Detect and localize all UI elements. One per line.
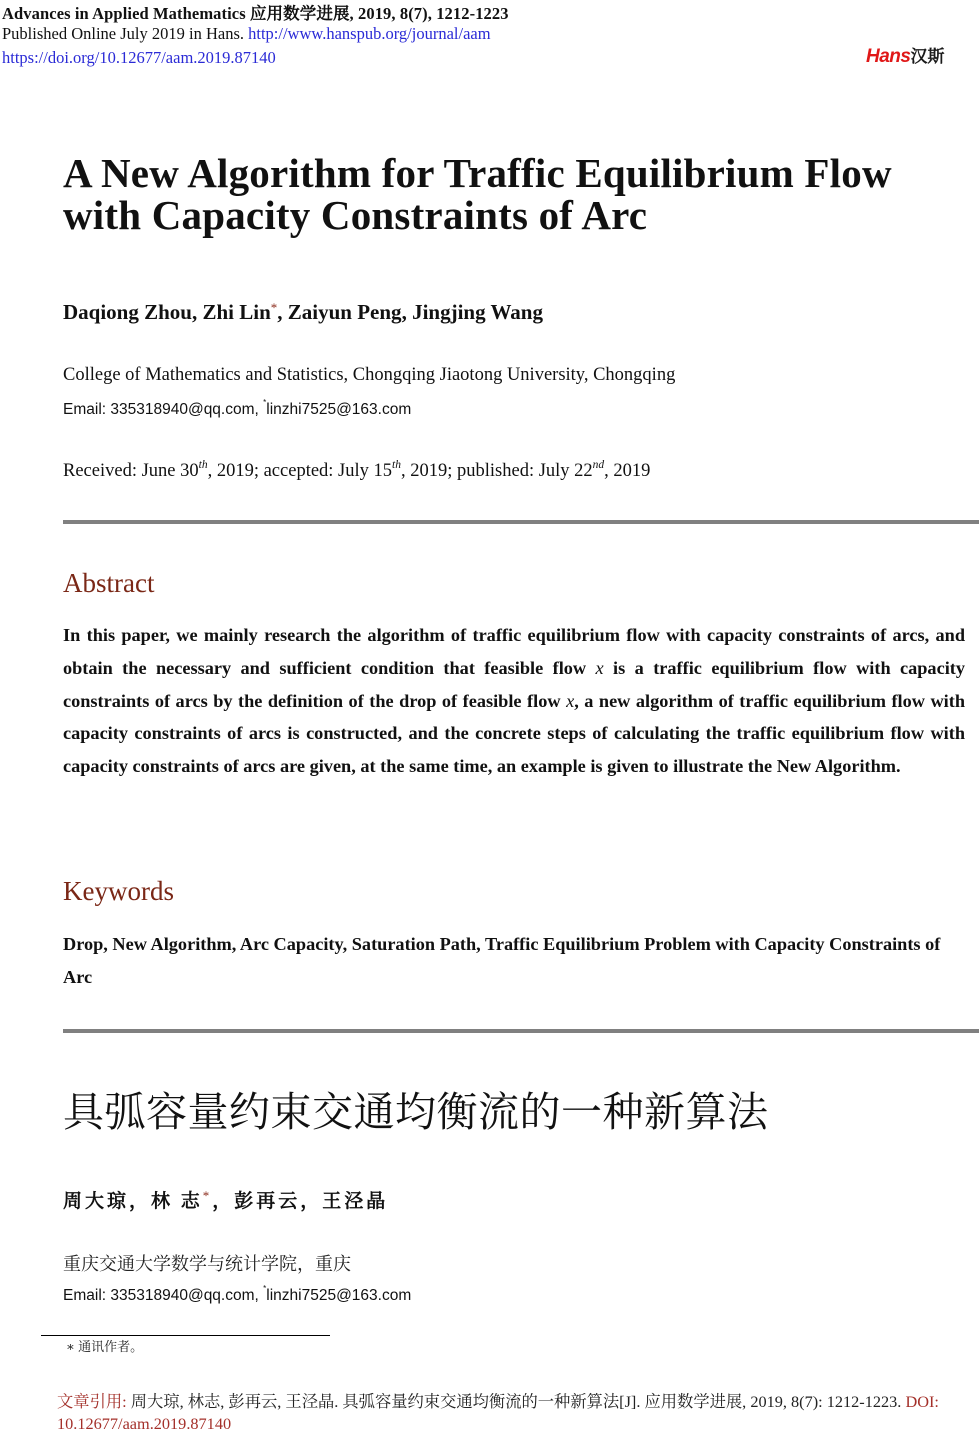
email-corresponding[interactable]: linzhi7525@163.com: [266, 401, 412, 418]
footnote: ∗ 通讯作者。: [66, 1339, 144, 1354]
section-divider: [63, 520, 979, 524]
abstract-text: [63, 619, 965, 783]
citation-label: 文章引用:: [57, 1392, 131, 1411]
citation-doi-link[interactable]: DOI: 10.12677/aam.2019.87140: [57, 1392, 939, 1433]
chinese-author-list: [63, 1186, 388, 1213]
author: Daqiong Zhou: [63, 300, 192, 324]
author: Jingjing Wang: [412, 300, 543, 324]
email-corresponding[interactable]: linzhi7525@163.com: [266, 1287, 412, 1304]
chinese-email-line: [63, 1284, 411, 1305]
author-corresponding: Zhi Lin: [202, 300, 271, 324]
citation-text: 周大琼, 林志, 彭再云, 王泾晶. 具弧容量约束交通均衡流的一种新算法[J]. 应用数学进展, 2019, 8(7): 1212-1223.: [130, 1392, 906, 1411]
abstract-part: , a new algorithm of traffic equilibrium flow with capacity constraints of arcs is constructed, and the concrete steps of calculating the traffic equilibrium flow with capacity constraints of arcs are given, at the same time, an example is given to illustrate the New Algorithm.: [63, 690, 965, 777]
paper-title: A New Algorithm for Traffic Equilibrium Flow with Capacity Constraints of Arc: [63, 150, 892, 238]
author-separator: ,: [277, 300, 288, 324]
affiliation: College of Mathematics and Statistics, Chongqing Jiaotong University, Chongqing: [63, 365, 676, 385]
abstract-part: In this paper, we mainly research the algorithm of traffic equilibrium flow with capacity constraints of arcs, and obtain the necessary and sufficient condition that feasible flow: [63, 625, 965, 678]
author-list: [63, 300, 543, 325]
chinese-affiliation: 重庆交通大学数学与统计学院，重庆: [63, 1254, 351, 1274]
doi-link[interactable]: https://doi.org/10.12677/aam.2019.87140: [2, 48, 276, 67]
author-separator: ,: [401, 300, 413, 324]
corresponding-star: *: [202, 1188, 213, 1203]
chinese-authors: 周大琼，林 志: [63, 1191, 203, 1212]
chinese-authors: ，彭再云，王泾晶: [212, 1191, 389, 1212]
received-date: Received: June 30: [63, 461, 199, 481]
hans-logo: [866, 42, 944, 68]
math-variable: x: [566, 690, 575, 711]
abstract-heading: Abstract: [63, 568, 155, 598]
doi-line: [2, 48, 276, 68]
journal-header: Advances in Applied Mathematics 应用数学进展, 2019, 8(7), 1212-1223: [2, 4, 509, 23]
published-text: Published Online July 2019 in Hans.: [2, 24, 244, 43]
dates-line: [63, 459, 650, 482]
date-suffix: th: [198, 459, 208, 471]
logo-latin: Hans: [866, 46, 911, 67]
accepted-date: , 2019; accepted: July 15: [207, 461, 393, 481]
email-star: *: [263, 398, 267, 407]
keywords-text: Drop, New Algorithm, Arc Capacity, Saturation Path, Traffic Equilibrium Problem with Capacity Constraints of Arc: [63, 934, 941, 987]
author: Zaiyun Peng: [287, 300, 402, 324]
author-separator: ,: [191, 300, 203, 324]
abstract-part: is a traffic equilibrium flow with capacity constraints of arcs by the definition of the drop of feasible flow: [63, 657, 965, 711]
published-date: , 2019; published: July 22: [400, 461, 593, 481]
chinese-title: 具弧容量约束交通均衡流的一种新算法: [63, 1088, 769, 1136]
email-star: *: [263, 1284, 267, 1293]
citation: [57, 1391, 957, 1435]
email-prefix: Email: 335318940@qq.com,: [63, 401, 264, 418]
date-suffix: th: [392, 459, 401, 471]
date-suffix: nd: [592, 459, 605, 471]
keywords-heading: Keywords: [63, 876, 174, 906]
journal-link[interactable]: http://www.hanspub.org/journal/aam: [248, 24, 491, 43]
email-line: [63, 398, 411, 419]
math-variable: x: [595, 657, 604, 678]
published-online-line: [2, 24, 491, 44]
email-prefix: Email: 335318940@qq.com,: [63, 1287, 264, 1304]
corresponding-star: *: [270, 300, 278, 315]
section-divider: [63, 1029, 979, 1033]
date-year: , 2019: [604, 461, 651, 481]
logo-chinese: 汉斯: [910, 47, 945, 67]
